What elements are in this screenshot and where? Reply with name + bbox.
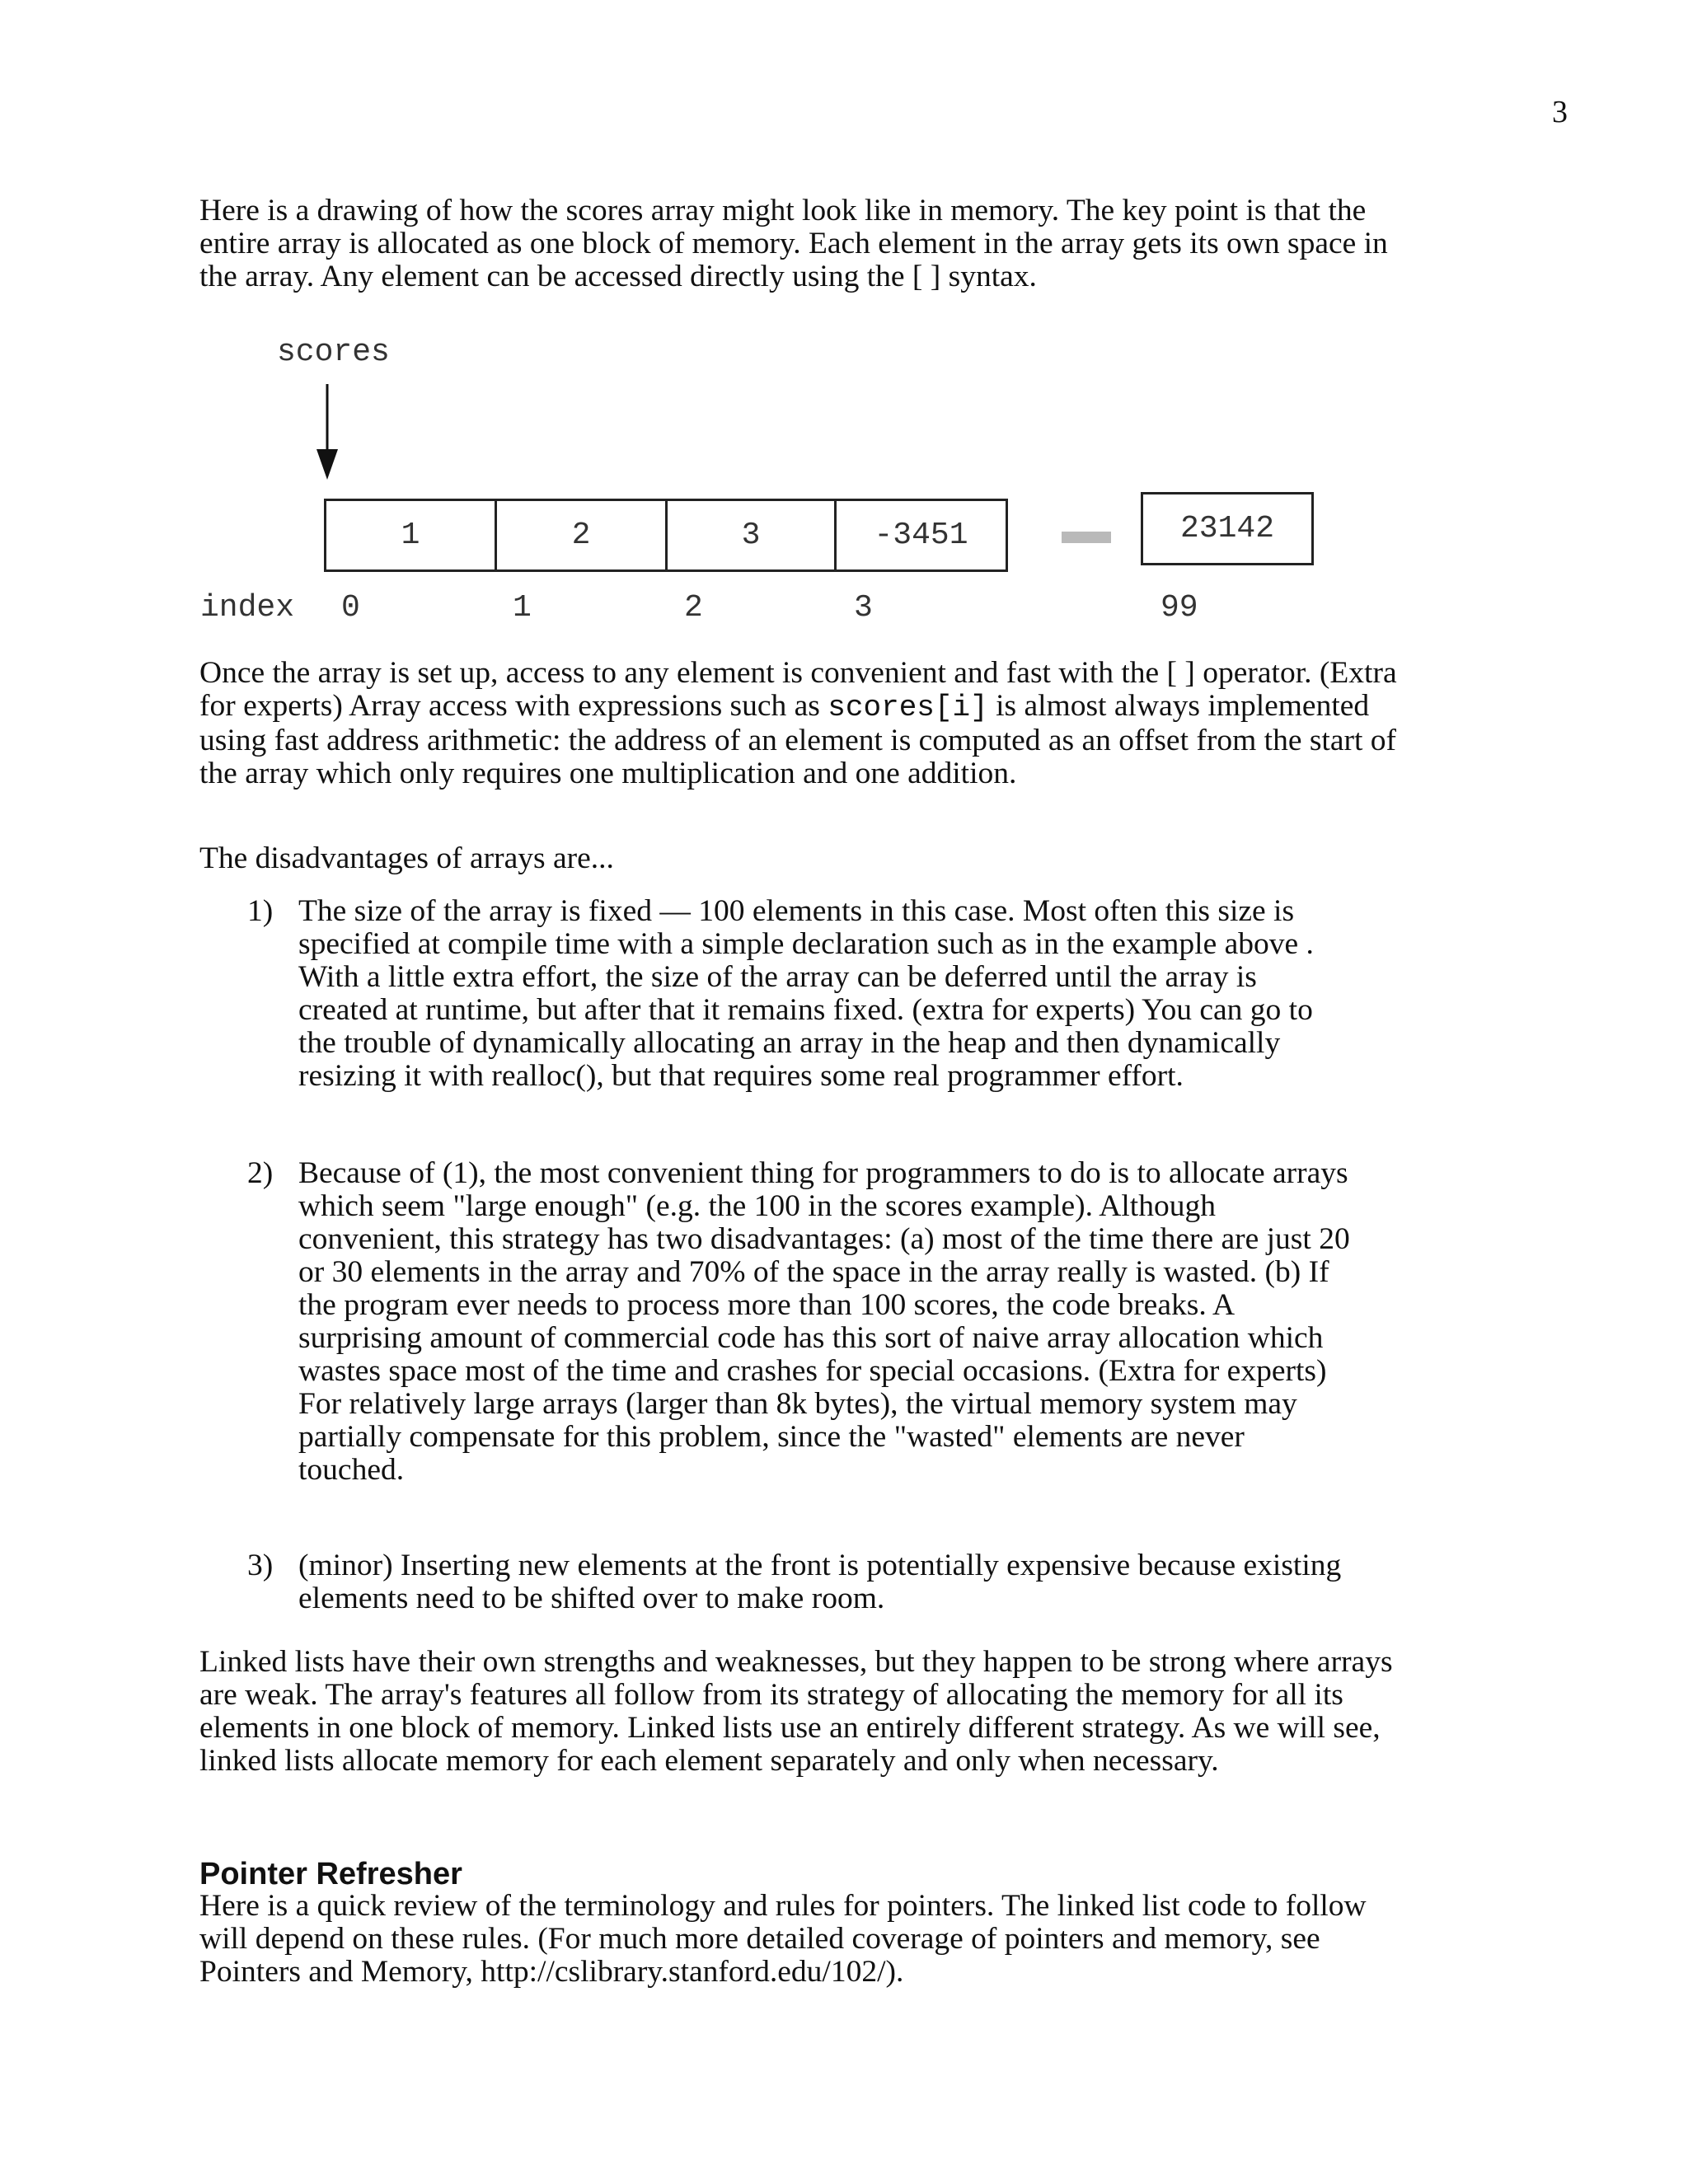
intro-paragraph: Here is a drawing of how the scores array might look like in memory. The key point is that the entire array is allocated as one block of memory. Each element in the array gets its own space in the array. Any element can be accessed directly using the [ ] syntax. [199,194,1388,293]
array-cell: 1 [324,499,497,572]
index-label: index [200,590,295,626]
linked-lists-paragraph: Linked lists have their own strengths and weaknesses, but they happen to be strong where arrays are weak. The array's features all follow from its strategy of allocating the memory for all its elements in one block of memory. Linked lists use an entirely different strategy. As we will see, linked lists allocate memory for each element separately and only when necessary. [199,1645,1393,1778]
disadvantages-intro: The disadvantages of arrays are... [199,841,614,875]
array-cell: -3451 [837,499,1008,572]
access-text: is almost always implemented using fast address arithmetic: the address of an element is computed as an offset from the start of the array which only requires one multiplication and one addition. [199,689,1397,790]
list-item-number: 2) [247,1156,274,1190]
index-value: 1 [513,590,532,626]
array-last-cell: 23142 [1141,492,1314,565]
array-cell: 3 [668,499,837,572]
index-value: 3 [854,590,873,626]
list-item-text: The size of the array is fixed — 100 elements in this case. Most often this size is specified at compile time with a simple declaration such as in the example above . With a little extra effort, the size of the array can be deferred until the array is created at runtime, but after that it remains fixed. (extra for experts) You can go to the trouble of dynamically allocating an array in the heap and then dynamically resizing it with realloc(), but that requires some real programmer effort. [298,894,1314,1093]
index-value: 0 [341,590,360,626]
inline-code: scores[i] [828,691,988,724]
list-item-text: Because of (1), the most convenient thing for programmers to do is to allocate arrays which seem "large enough" (e.g. the 100 in the scores example). Although convenient, this strategy has two disadvantages: (a) most of the time there are just 20 or 30 elements in the array and 70% of the space in the array really is wasted. (b) If the program ever needs to process more than 100 scores, the code breaks. A surprising amount of commercial code has this sort of naive array allocation which wastes space most of the time and crashes for special occasions. (Extra for experts) For relatively large arrays (larger than 8k bytes), the virtual memory system may partially compensate for this problem, since the "wasted" elements are never touched. [298,1156,1350,1487]
list-item-text: (minor) Inserting new elements at the front is potentially expensive because existing elements need to be shifted over to make room. [298,1549,1342,1615]
access-text: Once the array is set up, access to any element is convenient and fast with the [ ] operator. (Extra for experts) Array access with expressions such as [199,656,1397,723]
index-value: 2 [684,590,703,626]
list-item-number: 3) [247,1549,274,1582]
refresher-paragraph: Here is a quick review of the terminology and rules for pointers. The linked list code to follow will depend on these rules. (For much more detailed coverage of pointers and memory, see Pointers and Memory, http://cslibrary.stanford.edu/102/). [199,1889,1367,1989]
section-heading: Pointer Refresher [199,1857,462,1891]
access-paragraph [199,657,1411,790]
ellipsis-marker [1062,532,1111,543]
scores-pointer-label: scores [277,335,390,370]
last-index-value: 99 [1160,590,1198,626]
array-cell: 2 [497,499,668,572]
list-item-number: 1) [247,894,274,928]
pointer-arrow-head [316,449,338,480]
page-number: 3 [1552,95,1568,129]
